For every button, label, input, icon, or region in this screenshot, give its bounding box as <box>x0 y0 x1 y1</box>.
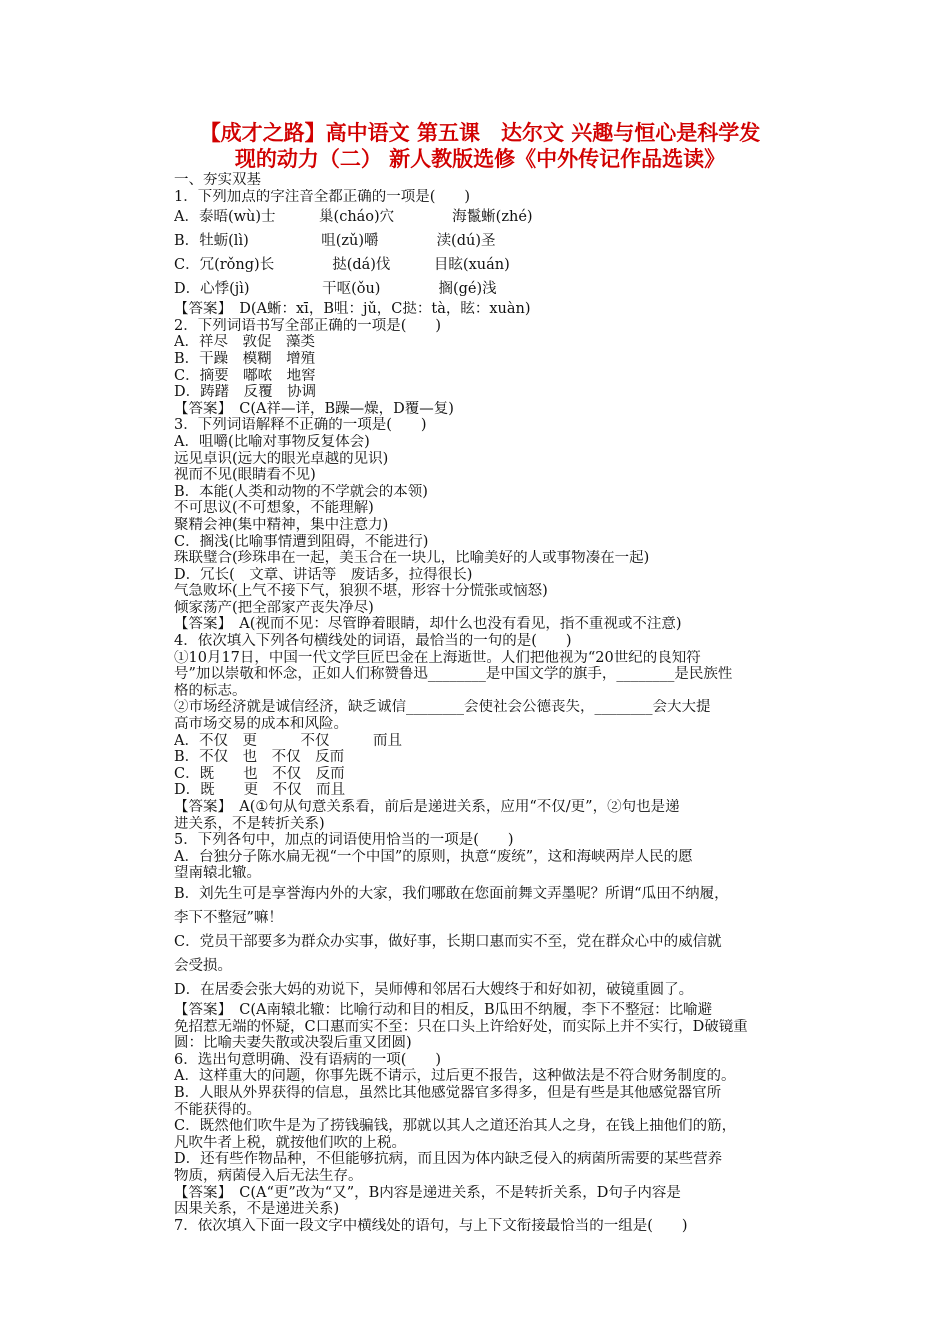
text-line: 物质，病菌侵入后无法生存。 <box>174 1167 363 1184</box>
text-line: D．还有些作物品种，不但能够抗病，而且因为体内缺乏侵入的病菌所需要的某些营养 <box>174 1151 723 1168</box>
text-line: 免招惹无端的怀疑，C口惠而实不至：只在口头上许给好处，而实际上并不实行，D破镜重 <box>174 1018 748 1035</box>
text-line: 【答案】 A(①句从句意关系看，前后是递进关系，应用“不仅/更”，②句也是递 <box>174 799 680 815</box>
text-line: 【答案】 C(A祥—详，B躁—燥，D覆—复) <box>174 400 454 417</box>
text-line: C．摘要 嘟哝 地窖 <box>174 367 316 384</box>
text-line: 聚精会神(集中精神，集中注意力) <box>174 516 389 533</box>
text-line: 李下不整冠”嘛！ <box>174 909 283 926</box>
text-line: 进关系，不是转折关系) <box>174 815 325 832</box>
text-line: 望南辕北辙。 <box>174 865 261 882</box>
text-line: A．不仅 更 不仅 而且 <box>174 732 402 749</box>
text-line: 【答案】 D(A蜥：xī，B咀：jǔ，C挞：tà，眩：xuàn) <box>174 301 531 318</box>
text-line: 【答案】 C(A“更”改为“又”，B内容是递进关系，不是转折关系，D句子内容是 <box>174 1184 681 1201</box>
text-line: 【答案】 A(视而不见：尽管睁着眼睛，却什么也没有看见，指不重视或不注意) <box>174 616 682 633</box>
text-line: 不可思议(不可想象，不能理解) <box>174 500 374 517</box>
title-line-1: 【成才之路】高中语文 第五课 达尔文 兴趣与恒心是科学发 <box>199 121 761 145</box>
text-line: B．牡蛎(lì) 咀(zǔ)嚼 渎(dú)圣 <box>174 233 496 250</box>
text-line: 倾家荡产(把全部家产丧失净尽) <box>174 599 374 616</box>
text-line: 号”加以崇敬和怀念，正如人们称赞鲁迅________是中国文学的旗手，________是民族性 <box>174 666 733 683</box>
text-line: 格的标志。 <box>174 682 247 699</box>
text-line: 因果关系，不是递进关系) <box>174 1201 340 1218</box>
text-line: A．台独分子陈水扁无视“一个中国”的原则，执意“废统”，这和海峡两岸人民的愿 <box>174 848 693 865</box>
text-line: 不能获得的。 <box>174 1101 261 1118</box>
text-line: D．踌躇 反覆 协调 <box>174 384 317 401</box>
text-line: ②市场经济就是诚信经济，缺乏诚信________会使社会公德丧失，________会大大提 <box>174 699 711 716</box>
text-line: A．这样重大的问题，你事先既不请示，过后更不报告，这种做法是不符合财务制度的。 <box>174 1068 736 1085</box>
text-line: 一、夯实双基 <box>174 172 261 188</box>
text-line: D．心悸(jì) 干呕(ǒu) 搁(gé)浅 <box>174 281 497 298</box>
title-line-2: 现的动力（二） 新人教版选修《中外传记作品选读》 <box>234 147 726 171</box>
text-line: C．搁浅(比喻事情遭到阻碍，不能进行) <box>174 533 429 550</box>
text-line: B．不仅 也 不仅 反而 <box>174 749 345 766</box>
text-line: ①10月17日，中国一代文学巨匠巴金在上海逝世。人们把他视为“20世纪的良知符 <box>174 649 701 666</box>
text-line: 7．依次填入下面一段文字中横线处的语句，与上下文衔接最恰当的一组是( ) <box>174 1217 688 1234</box>
text-line: 凡吹牛者上税，就按他们吹的上税。 <box>174 1134 406 1151</box>
text-line: D．在居委会张大妈的劝说下，吴师傅和邻居石大嫂终于和好如初，破镜重圆了。 <box>174 981 694 998</box>
text-line: C．既 也 不仅 反而 <box>174 765 345 782</box>
document-body <box>174 172 814 1234</box>
text-line: C．冗(rǒng)长 挞(dá)伐 目眩(xuán) <box>174 257 510 274</box>
text-line: 会受损。 <box>174 957 232 974</box>
text-line: 气急败坏(上气不接下气，狼狈不堪，形容十分慌张或恼怒) <box>174 583 548 600</box>
text-line: 1．下列加点的字注音全都正确的一项是( ) <box>174 188 471 205</box>
text-line: 高市场交易的成本和风险。 <box>174 716 348 733</box>
text-line: B．干躁 模糊 增殖 <box>174 350 316 367</box>
text-line: 3．下列词语解释不正确的一项是( ) <box>174 417 427 434</box>
text-line: 视而不见(眼睛看不见) <box>174 467 316 484</box>
text-line: 珠联璧合(珍珠串在一起，美玉合在一块儿，比喻美好的人或事物凑在一起) <box>174 550 650 567</box>
text-line: A．祥尽 敦促 藻类 <box>174 334 315 351</box>
text-line: B．本能(人类和动物的不学就会的本领) <box>174 483 428 500</box>
text-line: A．泰晤(wù)士 巢(cháo)穴 海鬣蜥(zhé) <box>174 209 533 226</box>
text-line: A．咀嚼(比喻对事物反复体会) <box>174 433 370 450</box>
text-line: B．人眼从外界获得的信息，虽然比其他感觉器官多得多，但是有些是其他感觉器官所 <box>174 1084 722 1101</box>
text-line: 5．下列各句中，加点的词语使用恰当的一项是( ) <box>174 832 514 849</box>
text-line: B．刘先生可是享誉海内外的大家，我们哪敢在您面前舞文弄墨呢？所谓“瓜田不纳履， <box>174 885 729 902</box>
text-line: 4．依次填入下列各句横线处的词语，最恰当的一句的是( ) <box>174 633 572 650</box>
text-line: 6．选出句意明确、没有语病的一项( ) <box>174 1051 442 1068</box>
text-line: D．冗长( 文章、讲话等 废话多，拉得很长) <box>174 566 473 583</box>
text-line: 远见卓识(远大的眼光卓越的见识) <box>174 450 389 467</box>
page-title <box>150 120 810 172</box>
text-line: C．党员干部要多为群众办实事，做好事，长期口惠而实不至，党在群众心中的威信就 <box>174 933 722 950</box>
text-line: 2．下列词语书写全部正确的一项是( ) <box>174 317 442 334</box>
text-line: D．既 更 不仅 而且 <box>174 782 346 799</box>
text-line: C．既然他们吹牛是为了捞钱骗钱，那就以其人之道还治其人之身，在钱上抽他们的筋， <box>174 1118 737 1135</box>
text-line: 圆：比喻夫妻失散或决裂后重又团圆) <box>174 1035 412 1052</box>
text-line: 【答案】 C(A南辕北辙：比喻行动和目的相反，B瓜田不纳履，李下不整冠：比喻避 <box>174 1001 713 1018</box>
